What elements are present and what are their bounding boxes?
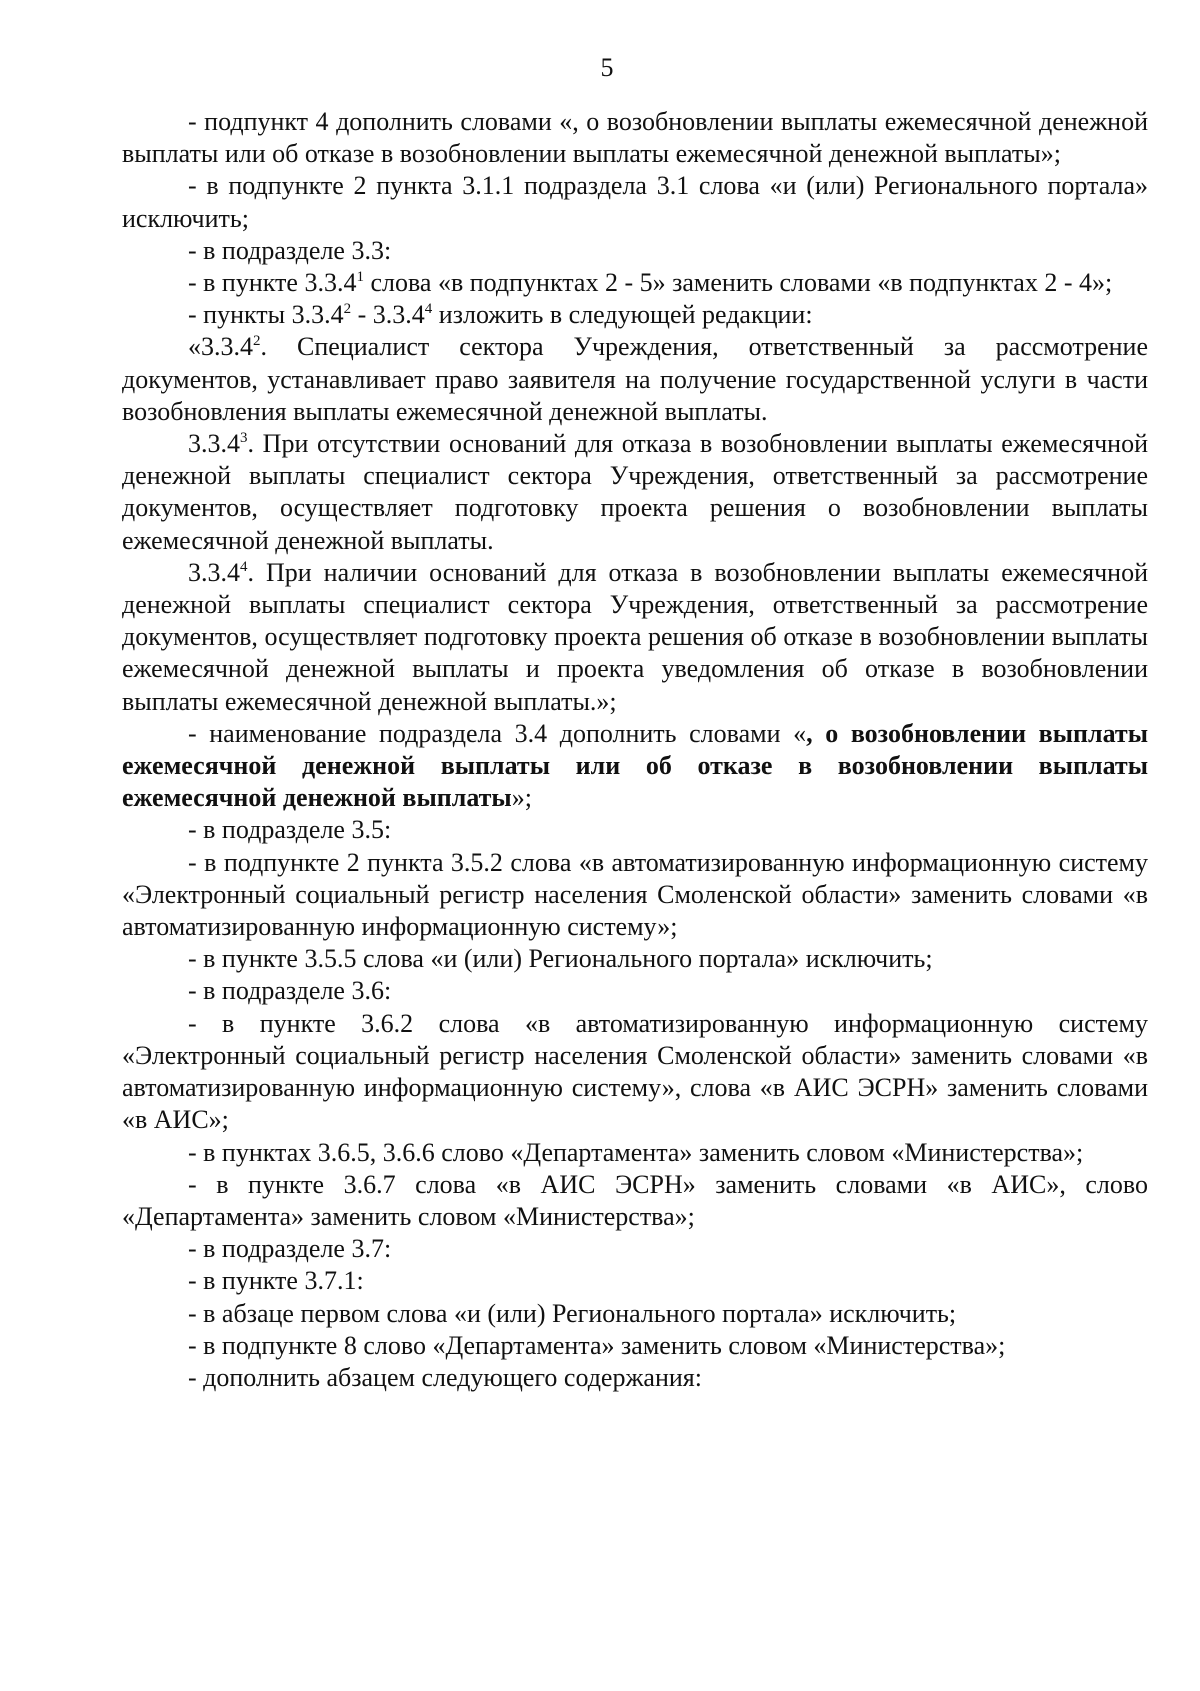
paragraph: - дополнить абзацем следующего содержания: <box>188 1362 702 1392</box>
paragraph: - в пунктах 3.6.5, 3.6.6 слово «Департамента» заменить словом «Министерства»; <box>188 1137 1084 1167</box>
paragraph: - в абзаце первом слова «и (или) Регионального портала» исключить; <box>188 1298 957 1328</box>
paragraph <box>122 718 1148 815</box>
paragraph: - в пункте 3.6.7 слова «в АИС ЭСРН» заменить словами «в АИС», слово «Департамента» заменить словом «Министерства»; <box>122 1169 1148 1231</box>
text-run: . При отсутствии оснований для отказа в возобновлении выплаты ежемесячной денежной выплаты специалист сектора Учреждения, ответственный за рассмотрение документов, осуществляет подготовку проекта решения о возобновлении выплаты ежемесячной денежной выплаты. <box>122 429 1148 555</box>
paragraph: - в подразделе 3.5: <box>188 815 392 845</box>
text-run: - в пункте 3.3.4 <box>188 268 357 298</box>
text-run: слова «в подпунктах 2 - 5» заменить словами «в подпунктах 2 - 4»; <box>363 268 1113 298</box>
text-run: »; <box>511 783 532 813</box>
bold-text-run: , о возобновлении выплаты ежемесячной денежной выплаты или об отказе в возобновлении выплаты ежемесячной денежной выплаты <box>122 718 1148 813</box>
text-run: изложить в следующей редакции: <box>432 300 813 330</box>
text-run: 3.3.4 <box>188 557 240 587</box>
paragraph: - в пункте 3.7.1: <box>188 1266 364 1296</box>
superscript: 2 <box>343 301 352 318</box>
paragraph <box>122 299 1148 331</box>
text-run: - пункты 3.3.4 <box>188 300 344 330</box>
paragraph <box>122 331 1148 428</box>
paragraph: - в пункте 3.6.2 слова «в автоматизированную информационную систему «Электронный социальный регистр населения Смоленской области» заменить словами «в автоматизированную информационную систему», слова «в АИС ЭСРН» заменить словами «в АИС»; <box>122 1008 1148 1135</box>
paragraph: - в подпункте 2 пункта 3.1.1 подраздела 3.1 слова «и (или) Регионального портала» исключить; <box>122 171 1148 233</box>
paragraph: - в подразделе 3.6: <box>188 976 392 1006</box>
paragraph <box>122 428 1148 557</box>
superscript: 1 <box>356 269 364 286</box>
text-run: 3.3.4 <box>188 429 240 459</box>
superscript: 2 <box>253 333 261 350</box>
paragraph: - в подразделе 3.3: <box>188 235 392 265</box>
superscript: 3 <box>240 430 248 447</box>
paragraph <box>122 267 1148 299</box>
paragraph: - в подразделе 3.7: <box>188 1234 392 1264</box>
document-body <box>122 106 1148 1394</box>
text-run: «3.3.4 <box>188 332 253 362</box>
paragraph: - подпункт 4 дополнить словами «, о возобновлении выплаты ежемесячной денежной выплаты или об отказе в возобновлении выплаты ежемесячной денежной выплаты»; <box>122 107 1148 169</box>
superscript: 4 <box>240 558 248 575</box>
text-run: - наименование подраздела 3.4 дополнить словами « <box>188 718 807 748</box>
paragraph: - в пункте 3.5.5 слова «и (или) Регионального портала» исключить; <box>188 944 933 974</box>
text-run: - 3.3.4 <box>351 300 425 330</box>
superscript: 4 <box>424 301 433 318</box>
paragraph: - в подпункте 8 слово «Департамента» заменить словом «Министерства»; <box>188 1330 1006 1360</box>
text-run: . Специалист сектора Учреждения, ответственный за рассмотрение документов, устанавливает право заявителя на получение государственной услуги в части возобновления выплаты ежемесячной денежной выплаты. <box>122 332 1148 426</box>
page-number: 5 <box>600 53 614 82</box>
paragraph <box>122 557 1148 718</box>
text-run: . При наличии оснований для отказа в возобновлении выплаты ежемесячной денежной выплаты специалист сектора Учреждения, ответственный за рассмотрение документов, осуществляет подготовку проекта решения об отказе в возобновлении выплаты ежемесячной денежной выплаты и проекта уведомления об отказе в возобновлении выплаты ежемесячной денежной выплаты.»; <box>122 557 1148 716</box>
paragraph: - в подпункте 2 пункта 3.5.2 слова «в автоматизированную информационную систему «Электронный социальный регистр населения Смоленской области» заменить словами «в автоматизированную информационную систему»; <box>122 847 1148 942</box>
